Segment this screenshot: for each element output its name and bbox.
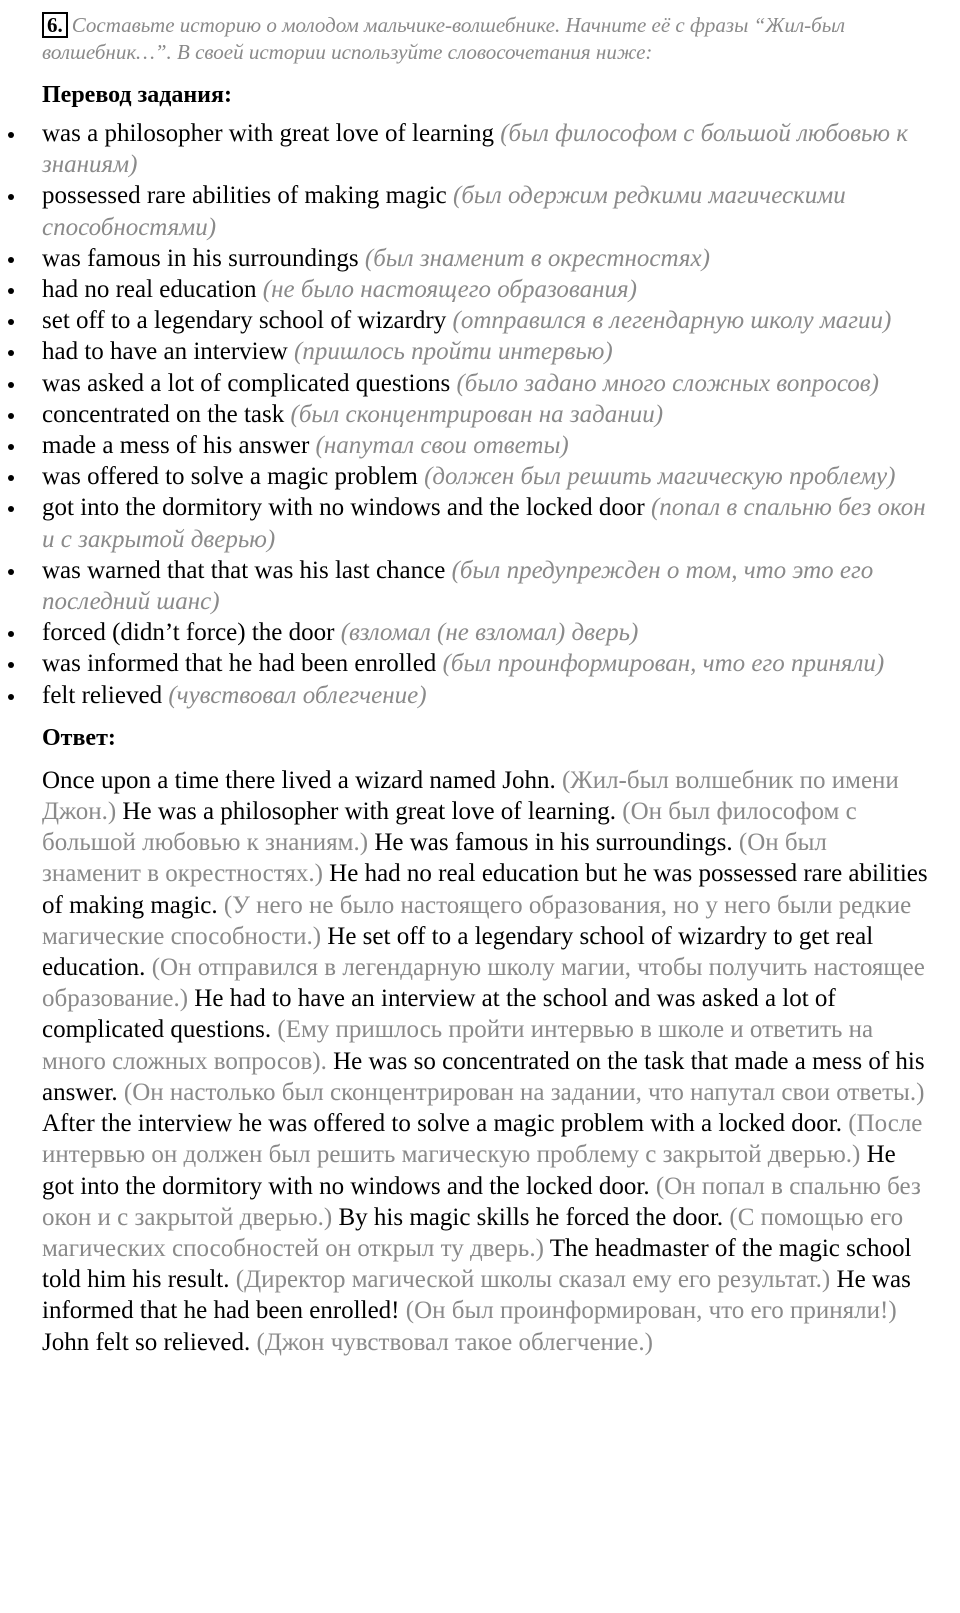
story-en: After the interview he was offered to solve a magic problem with a locked door. [42, 1110, 842, 1138]
phrase-ru: (не было настоящего образования) [262, 276, 637, 304]
story-ru: (Джон чувствовал такое облегчение.) [256, 1328, 653, 1356]
phrase-item [42, 399, 932, 430]
phrase-en: set off to a legendary school of wizardry [42, 307, 447, 335]
phrase-en: felt relieved [42, 681, 163, 709]
phrase-item [42, 430, 932, 461]
story-ru: (Директор магической школы сказал ему его результат.) [235, 1266, 831, 1294]
phrase-en: was asked a lot of complicated questions [42, 369, 451, 397]
phrase-en: had to have an interview [42, 338, 288, 366]
story-ru: (Он отправился в легендарную школу магии, чтобы получить настоящее образование.) [42, 954, 925, 1013]
task-instruction [42, 12, 932, 66]
story-en: By his magic skills he forced the door. [338, 1203, 724, 1231]
phrase-item [42, 274, 932, 305]
phrase-list [42, 118, 932, 711]
story-ru: (У него не было настоящего образования, но у него были редкие магические способности.) [42, 891, 912, 950]
phrase-ru: (отправился в легендарную школу магии) [452, 307, 892, 335]
story-ru: (После интервью он должен был решить магическую проблему с закрытой дверью.) [42, 1110, 923, 1169]
phrase-en: was informed that he had been enrolled [42, 650, 437, 678]
phrase-item [42, 617, 932, 648]
story-en: He set off to a legendary school of wizardry to get real education. [42, 922, 874, 982]
phrase-en: made a mess of his answer [42, 432, 310, 460]
phrase-ru: (был философом с большой любовью к знаниям) [42, 120, 908, 179]
story-ru: (Он был знаменит в окрестностях.) [42, 829, 827, 888]
phrase-ru: (пришлось пройти интервью) [294, 338, 613, 366]
story-en: Once upon a time there lived a wizard named John. [42, 766, 556, 794]
phrase-en: concentrated on the task [42, 400, 285, 428]
story-ru: (Жил-был волшебник по имени Джон.) [42, 766, 899, 826]
phrase-en: possessed rare abilities of making magic [42, 182, 447, 210]
story-ru: (Ему пришлось пройти интервью в школе и ответить на много сложных вопросов). [42, 1016, 874, 1075]
phrase-ru: (был предупрежден о том, что это его последний шанс) [42, 556, 874, 616]
phrase-item [42, 648, 932, 679]
phrase-ru: (был проинформирован, что его приняли) [442, 650, 885, 678]
phrase-item [42, 555, 932, 617]
phrase-ru: (было задано много сложных вопросов) [456, 369, 879, 397]
answer-story [42, 765, 932, 1358]
phrase-en: forced (didn’t force) the door [42, 619, 335, 647]
phrase-en: was offered to solve a magic problem [42, 463, 418, 491]
story-ru: (Он был философом с большой любовью к знаниям.) [42, 798, 857, 857]
phrase-item [42, 243, 932, 274]
story-en: He had no real education but he was possessed rare abilities of making magic. [42, 860, 928, 919]
story-ru: (Он настолько был сконцентрирован на задании, что напутал свои ответы.) [123, 1078, 925, 1106]
phrase-en: was warned that that was his last chance [42, 556, 446, 584]
phrase-en: was famous in his surroundings [42, 244, 359, 272]
phrase-ru: (был одержим редкими магическими способностями) [42, 182, 846, 241]
story-en: The headmaster of the magic school told him his result. [42, 1234, 912, 1294]
task-text: Составьте историю о молодом мальчике-волшебнике. Начните её с фразы “Жил-был волшебник…”. В своей истории используйте словосочетания ниже: [42, 13, 846, 64]
phrase-ru: (был знаменит в окрестностях) [364, 244, 710, 272]
story-en: He was so concentrated on the task that made a mess of his answer. [42, 1047, 925, 1106]
story-en: He was a philosopher with great love of learning. [122, 798, 617, 826]
phrase-ru: (должен был решить магическую проблему) [424, 463, 896, 491]
phrase-en: was a philosopher with great love of learning [42, 120, 494, 147]
story-en: He was informed that he had been enrolled! [42, 1266, 911, 1325]
story-ru: (Он попал в спальню без окон и с закрытой дверью.) [42, 1172, 921, 1231]
phrase-item [42, 680, 932, 711]
answer-heading: Ответ: [42, 724, 116, 751]
task-number: 6. [42, 12, 68, 38]
phrase-ru: (напутал свои ответы) [315, 432, 569, 460]
story-ru: (Он был проинформирован, что его приняли!) [405, 1297, 897, 1325]
story-en: John felt so relieved. [42, 1328, 251, 1356]
phrase-item [42, 180, 932, 242]
story-en: He had to have an interview at the school and was asked a lot of complicated questions. [42, 985, 836, 1044]
phrase-item [42, 461, 932, 492]
story-ru: (С помощью его магических способностей он открыл ту дверь.) [42, 1203, 904, 1262]
phrase-item [42, 336, 932, 367]
phrase-item [42, 492, 932, 554]
phrase-en: had no real education [42, 276, 257, 304]
story-en: He was famous in his surroundings. [374, 829, 733, 857]
translation-heading: Перевод задания: [42, 82, 232, 108]
phrase-ru: (чувствовал облегчение) [168, 681, 427, 709]
phrase-item [42, 368, 932, 399]
phrase-ru: (был сконцентрирован на задании) [290, 400, 664, 428]
phrase-item [42, 305, 932, 336]
phrase-en: got into the dormitory with no windows and the locked door [42, 494, 645, 522]
phrase-ru: (взломал (не взломал) дверь) [340, 619, 639, 647]
story-en: He got into the dormitory with no windows and the locked door. [42, 1141, 896, 1200]
phrase-item [42, 118, 932, 180]
phrase-ru: (попал в спальню без окон и с закрытой дверью) [42, 494, 926, 553]
